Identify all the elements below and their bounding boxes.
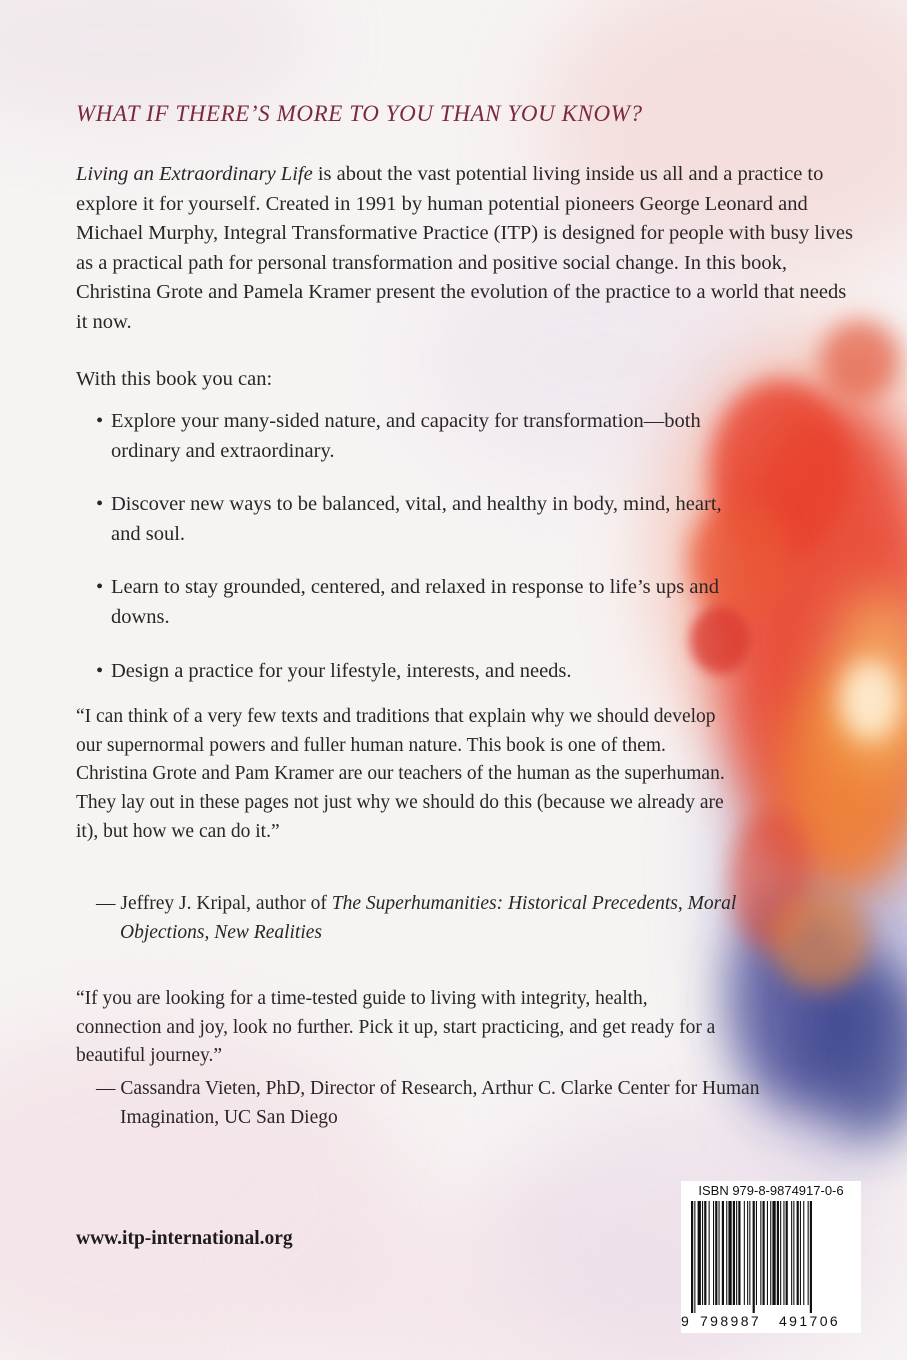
isbn-label: ISBN 979-8-9874917-0-6 bbox=[698, 1183, 844, 1198]
barcode-bar bbox=[713, 1201, 714, 1305]
barcode-bar bbox=[800, 1201, 801, 1305]
barcode-bar bbox=[749, 1201, 750, 1305]
barcode-bar bbox=[738, 1201, 740, 1305]
isbn-barcode bbox=[681, 1181, 861, 1333]
barcode-bar bbox=[791, 1201, 792, 1305]
barcode-bar bbox=[702, 1201, 703, 1305]
barcode-bar bbox=[777, 1201, 779, 1305]
barcode-bars bbox=[689, 1201, 853, 1313]
barcode-bar bbox=[747, 1201, 748, 1305]
intro-paragraph bbox=[76, 160, 856, 338]
barcode-bar bbox=[736, 1201, 737, 1305]
benefit-item: • Learn to stay grounded, centered, and relaxed in response to life’s ups and downs. bbox=[96, 573, 736, 632]
barcode-bar bbox=[715, 1201, 717, 1305]
endorsement-attribution: — Cassandra Vieten, PhD, Director of Research, Arthur C. Clarke Center for Human Imagination, UC San Diego bbox=[96, 1078, 760, 1128]
endorsement-quote: “If you are looking for a time-tested guide to living with integrity, health, connection and joy, look no further. Pick it up, start practicing, and get ready for a beautiful journey.” bbox=[76, 988, 716, 1067]
attribution-author: — Jeffrey J. Kripal, author of bbox=[96, 893, 332, 914]
barcode-digit-prefix: 9 bbox=[681, 1313, 689, 1329]
tagline: WHAT IF THERE’S MORE TO YOU THAN YOU KNOW? bbox=[76, 101, 643, 126]
barcode-bar bbox=[704, 1201, 706, 1305]
barcode-bar bbox=[797, 1201, 799, 1305]
benefit-item: • Explore your many-sided nature, and capacity for transformation—both ordinary and extraordinary. bbox=[96, 407, 736, 466]
barcode-bar bbox=[763, 1201, 765, 1305]
barcode-bar bbox=[698, 1201, 701, 1305]
intro-text: is about the vast potential living inside us all and a practice to explore it for yourself. Created in 1991 by human potential pioneers George Leonard and Michael Murphy, Integral Transformative Practice (ITP) is designed for people with busy lives as a practical path for personal transformation and positive social change. In this book, Christina Grote and Pamela Kramer present the evolution of the practice to a world that needs it now. bbox=[76, 163, 853, 333]
barcode-digits-right: 491706 bbox=[779, 1313, 841, 1329]
barcode-bar bbox=[722, 1201, 724, 1305]
benefit-item: • Discover new ways to be balanced, vital, and healthy in body, mind, heart, and soul. bbox=[96, 490, 736, 549]
benefit-item: • Design a practice for your lifestyle, interests, and needs. bbox=[96, 657, 736, 687]
barcode-bar bbox=[770, 1201, 771, 1305]
website-link[interactable]: www.itp-international.org bbox=[76, 1228, 293, 1249]
barcode-bar bbox=[726, 1201, 727, 1305]
barcode-bar bbox=[756, 1201, 757, 1305]
benefits-list bbox=[96, 407, 736, 710]
barcode-bar bbox=[691, 1201, 693, 1313]
endorsement-quote: “I can think of a very few texts and traditions that explain why we should develop our supernormal powers and fuller human nature. This book is one of them. Christina Grote and Pam Kramer are our teachers of the human as the superhuman. They lay out in these pages not just why we should do this (because we already are it), but how we can do it.” bbox=[76, 706, 725, 842]
barcode-bar bbox=[744, 1201, 745, 1305]
barcode-bar bbox=[733, 1201, 735, 1305]
barcode-bar bbox=[803, 1201, 804, 1305]
book-title: Living an Extraordinary Life bbox=[76, 163, 313, 185]
barcode-bar bbox=[772, 1201, 775, 1305]
barcode-bar bbox=[728, 1201, 731, 1305]
endorsement-attribution bbox=[96, 890, 760, 947]
barcode-digits-left: 798987 bbox=[700, 1313, 762, 1329]
benefits-lead: With this book you can: bbox=[76, 368, 273, 390]
barcode-bar bbox=[780, 1201, 781, 1305]
barcode-bar bbox=[719, 1201, 720, 1305]
barcode-bar bbox=[808, 1201, 809, 1305]
barcode-bar bbox=[786, 1201, 788, 1305]
attribution-book-title: The Superhumanities: Historical Precedents, Moral Objections, New Realities bbox=[120, 893, 737, 943]
barcode-bar bbox=[709, 1201, 710, 1305]
barcode-bar bbox=[694, 1201, 695, 1313]
barcode-bar bbox=[810, 1201, 812, 1313]
barcode-bar bbox=[793, 1201, 794, 1305]
barcode-bar bbox=[783, 1201, 784, 1305]
barcode-bar bbox=[767, 1201, 768, 1305]
barcode-bar bbox=[760, 1201, 761, 1305]
barcode-bar bbox=[753, 1201, 755, 1313]
